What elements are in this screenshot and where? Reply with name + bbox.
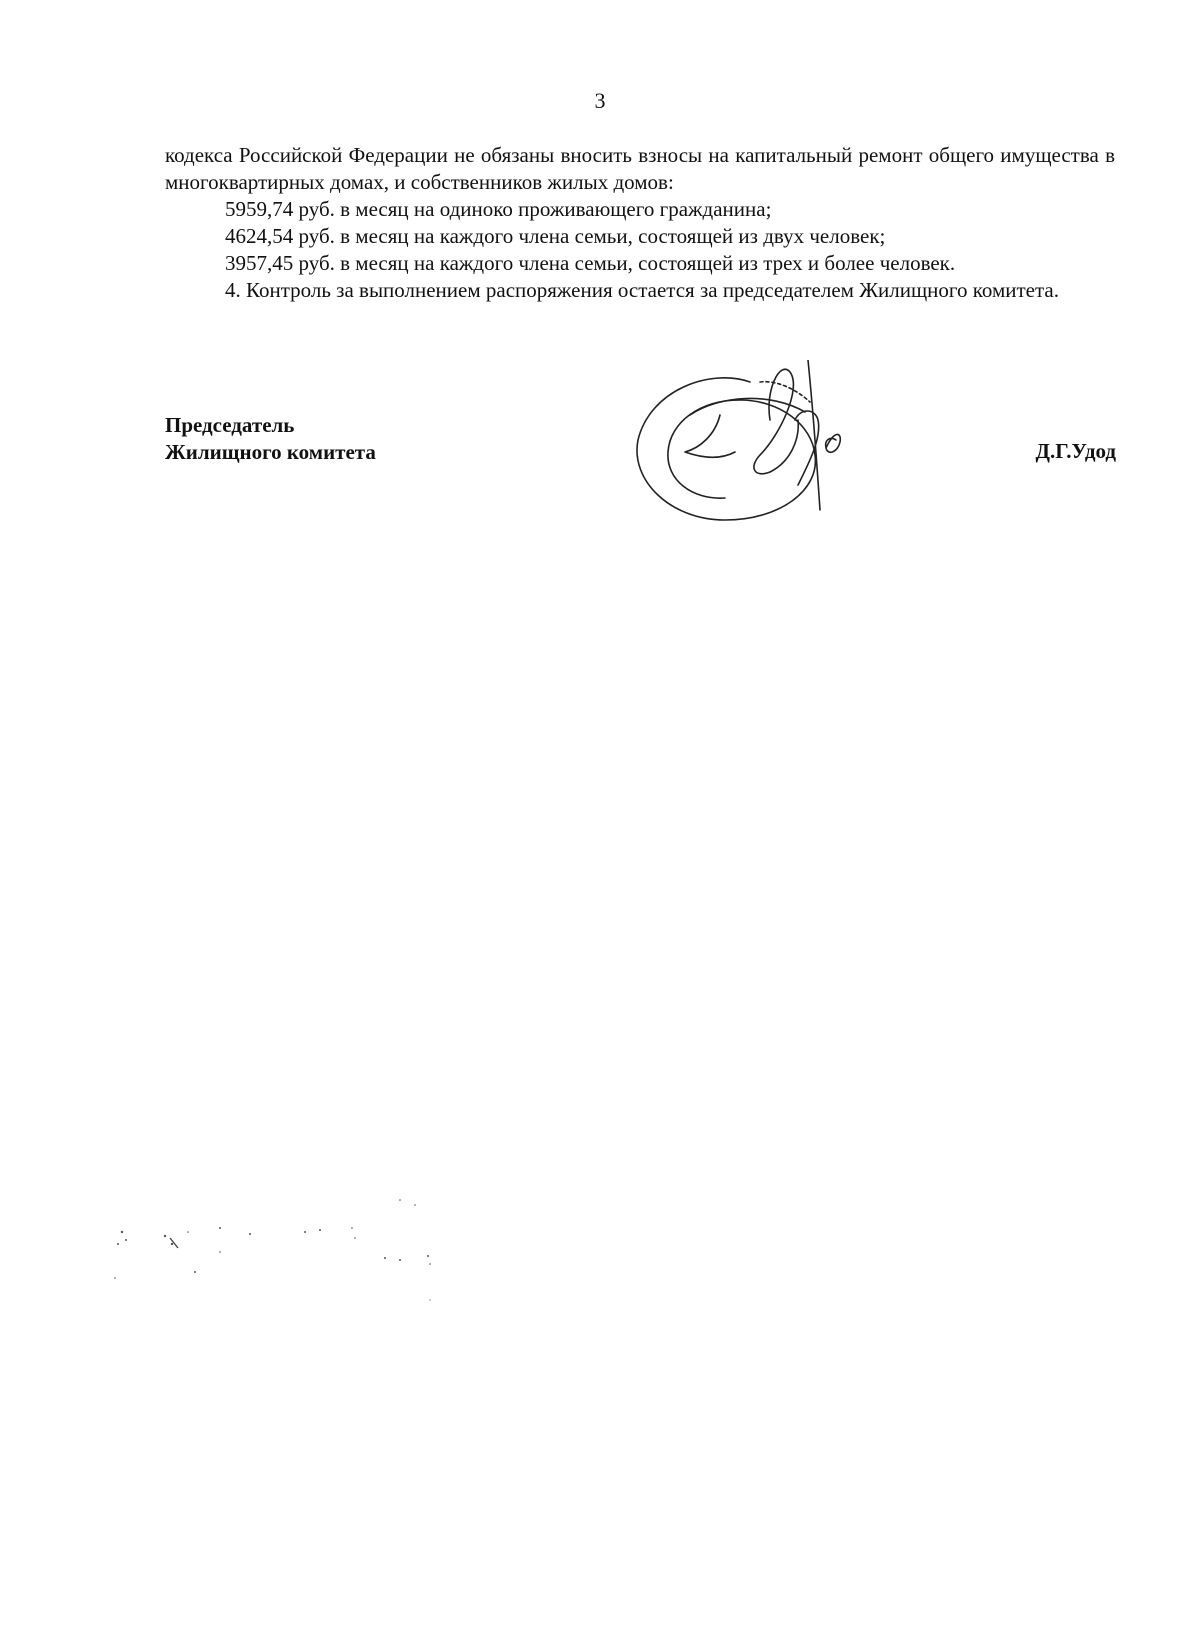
paragraph-continuation: кодекса Российской Федерации не обязаны вносить взносы на капитальный ремонт общего имущества в многоквартирных домах, и собственников жилых домов: [165,143,1115,194]
handwritten-signature [630,360,890,550]
document-body [165,142,1115,304]
paragraph-amount-three: 3957,45 руб. в месяц на каждого члена семьи, состоящей из трех и более человек. [225,251,956,275]
paragraph-control-clause: 4. Контроль за выполнением распоряжения остается за председателем Жилищного комитета. [225,278,1059,302]
paragraph-amount-single: 5959,74 руб. в месяц на одиноко проживающего гражданина; [225,197,772,221]
signatory-title-line2: Жилищного комитета [165,440,376,464]
signatory-title-line1: Председатель [165,413,295,437]
paragraph-amount-two: 4624,54 руб. в месяц на каждого члена семьи, состоящей из двух человек; [225,224,886,248]
scan-specks [100,1120,520,1380]
signatory-name: Д.Г.Удод [1035,439,1116,463]
signatory-title [165,412,376,466]
page-number: 3 [594,88,606,113]
